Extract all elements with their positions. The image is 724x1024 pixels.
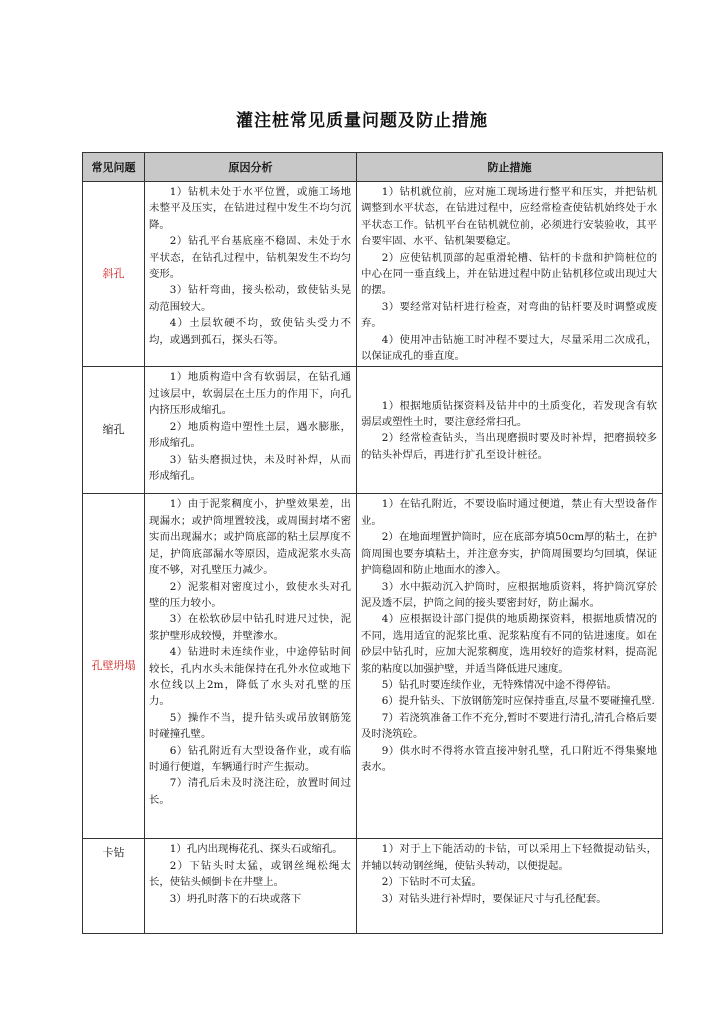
header-causes: 原因分析 — [145, 153, 357, 182]
issue-label: 缩孔 — [83, 367, 145, 494]
cause-item: 1）钻机未处于水平位置，或施工场地未整平及压实，在钻进过程中发生不均匀沉降。 — [149, 186, 351, 231]
cause-item: 2）下钻头时太猛，或钢丝绳松绳太长，使钻头倾倒卡在井壁上。 — [149, 859, 351, 889]
cause-item: 1）孔内出现梅花孔、探头石或缩孔。 — [169, 843, 343, 856]
measure-item: 1）对于上下能活动的卡钻，可以采用上下轻微提动钻头，并辅以转动钢丝绳，使钻头转动，以便提起。 — [361, 843, 657, 872]
cause-item: 2）钻孔平台基底座不稳固、未处于水平状态，在钻孔过程中，钻机架发生不均匀变形。 — [149, 235, 351, 281]
issue-label: 卡钻 — [83, 839, 145, 934]
cause-item: 3）坍孔时落下的石块或落下 — [169, 892, 302, 905]
measure-item: 5）钻孔时要连续作业，无特殊情况中途不得停钻。 — [381, 678, 617, 691]
measure-item: 2）下钻时不可太猛。 — [381, 876, 482, 889]
issue-label: 孔壁坍塌 — [83, 494, 145, 839]
measures-cell — [357, 494, 663, 839]
measure-item: 2）应使钻机顶部的起重滑轮槽、钻杆的卡盘和护筒桩位的中心在同一垂直线上，并在钻进过程中防止钻机移位或出现过大的摆。 — [361, 251, 657, 297]
table-row — [83, 839, 663, 934]
measure-item: 1）根据地质钻探资料及钻井中的土质变化，若发现含有软弱层或塑性土时，要注意经常扫孔。 — [361, 399, 657, 429]
cause-item: 1）由于泥浆稠度小，护壁效果差，出现漏水；或护筒埋置较浅，或周围封堵不密实而出现漏水；或护筒底部的粘土层厚度不足，护筒底部漏水等原因，造成泥浆水头高度不够，对孔壁压力减少。 — [149, 498, 351, 577]
measure-item: 9）供水时不得将水管直接冲射孔壁，孔口附近不得集聚地表水。 — [361, 744, 657, 773]
cause-item: 1）地质构造中含有软弱层，在钻孔通过该层中，软弱层在土压力的作用下，向孔内挤压形成缩孔。 — [149, 371, 351, 417]
measure-item: 1）钻机就位前，应对施工现场进行整平和压实，并把钻机调整到水平状态，在钻进过程中，应经常检查使钻机始终处于水平状态工作。钻机平台在钻机就位前，必须进行安装验收，其平台要牢固、水平、钻机架要稳定。 — [361, 186, 657, 248]
measures-cell — [357, 839, 663, 934]
measure-item: 1）在钻孔附近，不要设临时通过便道，禁止有大型设备作业。 — [361, 498, 657, 527]
header-measures: 防止措施 — [357, 153, 663, 182]
cause-item: 7）清孔后未及时浇注砼，放置时间过长。 — [149, 777, 351, 806]
cause-item: 6）钻孔附近有大型设备作业，或有临时通行便道，车辆通行时产生振动。 — [149, 744, 351, 773]
table-row — [83, 494, 663, 839]
measure-item: 6）提升钻头、下放钢筋笼时应保持垂直,尽量不要碰撞孔壁. — [381, 695, 655, 708]
measure-item: 4）应根据设计部门提供的地质勘探资料，根据地质情况的不同，选用适宜的泥浆比重、泥浆粘度有不同的钻进速度。如在砂层中钻孔时，应加大泥浆稠度，选用较好的造浆材料，提高泥浆的粘度以加强护壁，并适当降低进尺速度。 — [361, 613, 657, 675]
measure-item: 3）对钻头进行补焊时，要保证尺寸与孔径配套。 — [381, 892, 607, 905]
table-row — [83, 182, 663, 367]
cause-item: 3）钻头磨损过快，未及时补焊，从而形成缩孔。 — [149, 453, 351, 482]
causes-cell — [145, 494, 357, 839]
cause-item: 2）地质构造中塑性土层，遇水膨胀，形成缩孔。 — [149, 420, 351, 450]
cause-item: 5）操作不当，提升钻头或吊放钢筋笼时碰撞孔壁。 — [149, 711, 351, 741]
document-title: 灌注桩常见质量问题及防止措施 — [236, 111, 488, 131]
cause-item: 4）钻进时未连续作业，中途停钻时间较长，孔内水头未能保持在孔外水位或地下水位线以上2m，降低了水头对孔壁的压力。 — [149, 646, 351, 708]
causes-cell — [145, 839, 357, 934]
cause-item: 2）泥浆相对密度过小，致使水头对孔壁的压力较小。 — [149, 580, 351, 609]
causes-cell — [145, 367, 357, 494]
measure-item: 2）在地面埋置护筒时，应在底部夯填50cm厚的粘土，在护筒周围也要夯填粘土，并注意夯实，护筒周围要均匀回填，保证护筒稳固和防止地面水的渗入。 — [361, 531, 657, 577]
measures-cell — [357, 182, 663, 367]
table-row — [83, 367, 663, 494]
measure-item: 2）经常检查钻头，当出现磨损时要及时补焊，把磨损较多的钻头补焊后，再进行扩孔至设计桩径。 — [361, 432, 657, 461]
measure-item: 7）若浇筑准备工作不充分,暂时不要进行清孔,清孔合格后要及时浇筑砼。 — [361, 711, 657, 741]
quality-issues-table — [82, 152, 663, 934]
cause-item: 3）钻杆弯曲，接头松动，致使钻头晃动范围较大。 — [149, 284, 351, 313]
header-issue: 常见问题 — [83, 153, 145, 182]
table-header-row — [83, 153, 663, 182]
measure-item: 3）要经常对钻杆进行检查，对弯曲的钻杆要及时调整或废弃。 — [361, 300, 657, 330]
cause-item: 4）土层软硬不均，致使钻头受力不均，或遇到孤石，探头石等。 — [149, 317, 351, 346]
issue-label: 斜孔 — [83, 182, 145, 367]
measure-item: 4）使用冲击钻施工时冲程不要过大，尽量采用二次成孔，以保证成孔的垂直度。 — [361, 333, 657, 363]
causes-cell — [145, 182, 357, 367]
measure-item: 3）水中振动沉入护筒时，应根据地质资料，将护筒沉穿於泥及透不层，护筒之间的接头要密封好，防止漏水。 — [361, 580, 657, 609]
measures-cell — [357, 367, 663, 494]
cause-item: 3）在松软砂层中钻孔时进尺过快，泥浆护壁形成较慢，并壁渗水。 — [149, 613, 351, 642]
